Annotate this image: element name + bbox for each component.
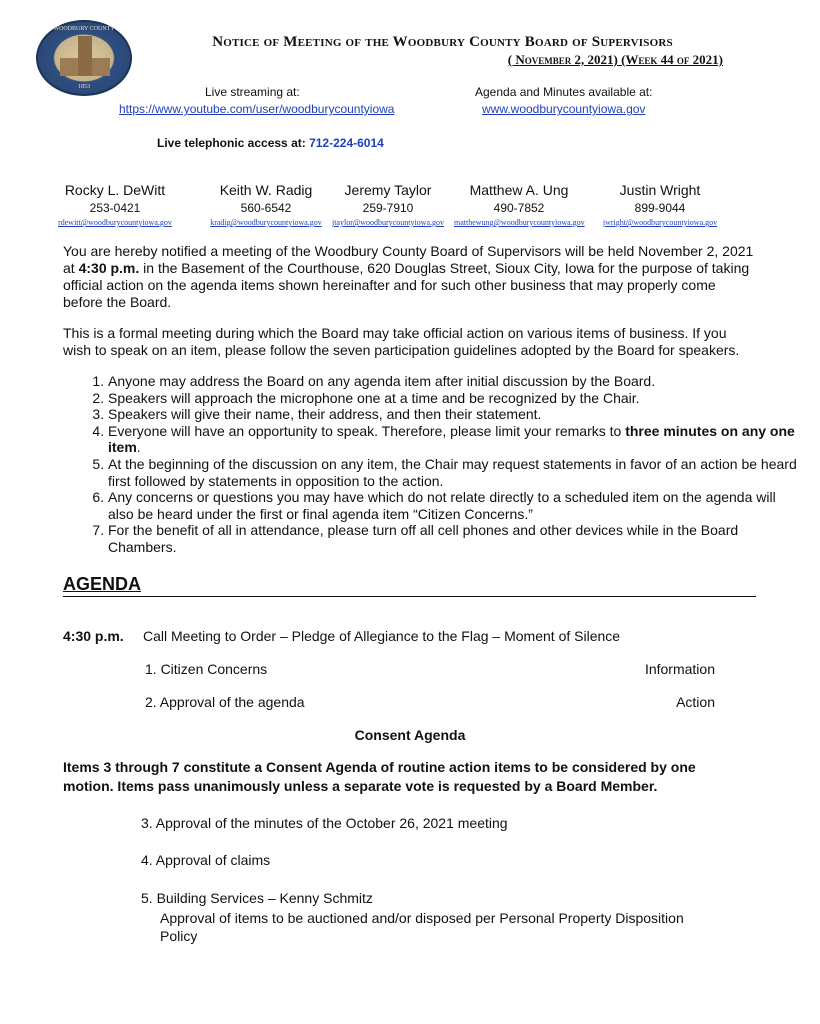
member-email-link[interactable]: kradig@woodburycountyiowa.gov [210,218,322,227]
guideline-item: 2. Speakers will approach the microphone one at a time and be recognized by the Chair. [108,390,800,407]
member-name: Justin Wright [619,182,701,198]
member-name: Rocky L. DeWitt [64,182,166,198]
member-email-link[interactable]: jwright@woodburycountyiowa.gov [602,218,718,227]
guideline-item: 1. Anyone may address the Board on any agenda item after initial discussion by the Board. [108,373,800,390]
seal-bottom-text: 1853 [78,84,90,90]
agenda-divider [63,596,756,597]
agenda-item-1: 1. Citizen Concerns [145,661,268,677]
notice-text-cont: in the Basement of the Courthouse, 620 Douglas Street, Sioux City, Iowa for the purpose of taking official action on the agenda items shown hereinafter and for such other business that may properly come before the Board. [63,260,750,310]
guideline-item [108,423,800,456]
agenda-item-4: 4. Approval of claims [141,852,271,868]
member-dewitt [50,182,180,227]
member-phone: 560-6542 [240,201,292,215]
consent-agenda-heading: Consent Agenda [354,727,466,743]
meeting-time: 4:30 p.m. [78,260,140,276]
agenda-item-2: 2. Approval of the agenda [145,694,305,710]
member-phone: 253-0421 [89,201,141,215]
member-email-link[interactable]: rdewitt@woodburycountyiowa.gov [58,218,172,227]
member-phone: 259-7910 [362,201,414,215]
seal-top-text: WOODBURY COUNTY [53,26,115,32]
guideline-item: 5. At the beginning of the discussion on any item, the Chair may request statements in favor of an action be heard first followed by statements in opposition to the action. [108,456,800,489]
meeting-notice-paragraph [63,243,755,311]
stream-link[interactable]: https://www.youtube.com/user/woodburycountyiowa [119,102,395,116]
guideline-text-end: . [136,439,141,456]
guideline-text: Everyone will have an opportunity to speak. Therefore, please limit your remarks to [108,422,626,439]
member-taylor [323,182,453,227]
seal-building-right [92,58,110,76]
guideline-emphasis: three minutes on any one item [108,422,795,456]
agenda-item-1-type: Information [644,661,715,677]
member-name: Matthew A. Ung [469,182,569,198]
phone-access [157,136,384,150]
page-title: Notice of Meeting of the Woodbury County Board of Supervisors [212,34,673,50]
agenda-item-2-type: Action [676,694,715,710]
guideline-item: 6. Any concerns or questions you may have which do not relate directly to a scheduled item on the agenda will also be heard under the first or final agenda item “Citizen Concerns.” [108,489,800,522]
seal-building-tower [78,36,92,76]
member-phone: 899-9044 [634,201,686,215]
call-to-order: Call Meeting to Order – Pledge of Allegiance to the Flag – Moment of Silence [143,628,621,644]
phone-access-number: 712-224-6014 [309,136,384,150]
guideline-item: 3. Speakers will give their name, their address, and then their statement. [108,406,800,423]
agenda-item-5-detail: Approval of items to be auctioned and/or disposed per Personal Property Disposition Policy [160,910,684,944]
county-seal [36,20,132,96]
agenda-item-5: 5. Building Services – Kenny Schmitz [141,890,373,906]
notice-text: You are hereby notified a meeting of the Woodbury County Board of Supervisors will be held November 2, 2021 at [63,243,754,276]
member-ung [454,182,584,227]
seal-building-left [60,58,78,76]
participation-guidelines [63,373,800,556]
member-name: Jeremy Taylor [344,182,432,198]
member-email-link[interactable]: jtaylor@woodburycountyiowa.gov [331,218,444,227]
agenda-heading: AGENDA [63,574,142,594]
stream-label: Live streaming at: [205,85,300,99]
agenda-minutes-label: Agenda and Minutes available at: [475,85,653,99]
consent-agenda-description: Items 3 through 7 constitute a Consent Agenda of routine action items to be considered by one motion. Items pass unanimously unless a separate vote is requested by a Board Member. [63,759,696,794]
formal-meeting-paragraph: This is a formal meeting during which the Board may take official action on various items of business. If you wish to speak on an item, please follow the seven participation guidelines adopted by the Board for speakers. [63,325,740,358]
member-name: Keith W. Radig [219,182,313,198]
phone-access-separator: : [301,136,306,150]
meeting-date: ( November 2, 2021) (Week 44 of 2021) [507,52,723,67]
phone-access-label: Live telephonic access at [157,136,302,150]
guideline-item: 7. For the benefit of all in attendance, please turn off all cell phones and other devices while in the Board Chambers. [108,522,800,555]
member-radig [201,182,331,227]
member-wright [600,182,720,227]
agenda-start-time: 4:30 p.m. [63,628,124,644]
agenda-item-3: 3. Approval of the minutes of the October 26, 2021 meeting [141,815,508,831]
member-phone: 490-7852 [493,201,545,215]
member-email-link[interactable]: matthewung@woodburycountyiowa.gov [454,218,585,227]
county-website-link[interactable]: www.woodburycountyiowa.gov [482,102,646,116]
